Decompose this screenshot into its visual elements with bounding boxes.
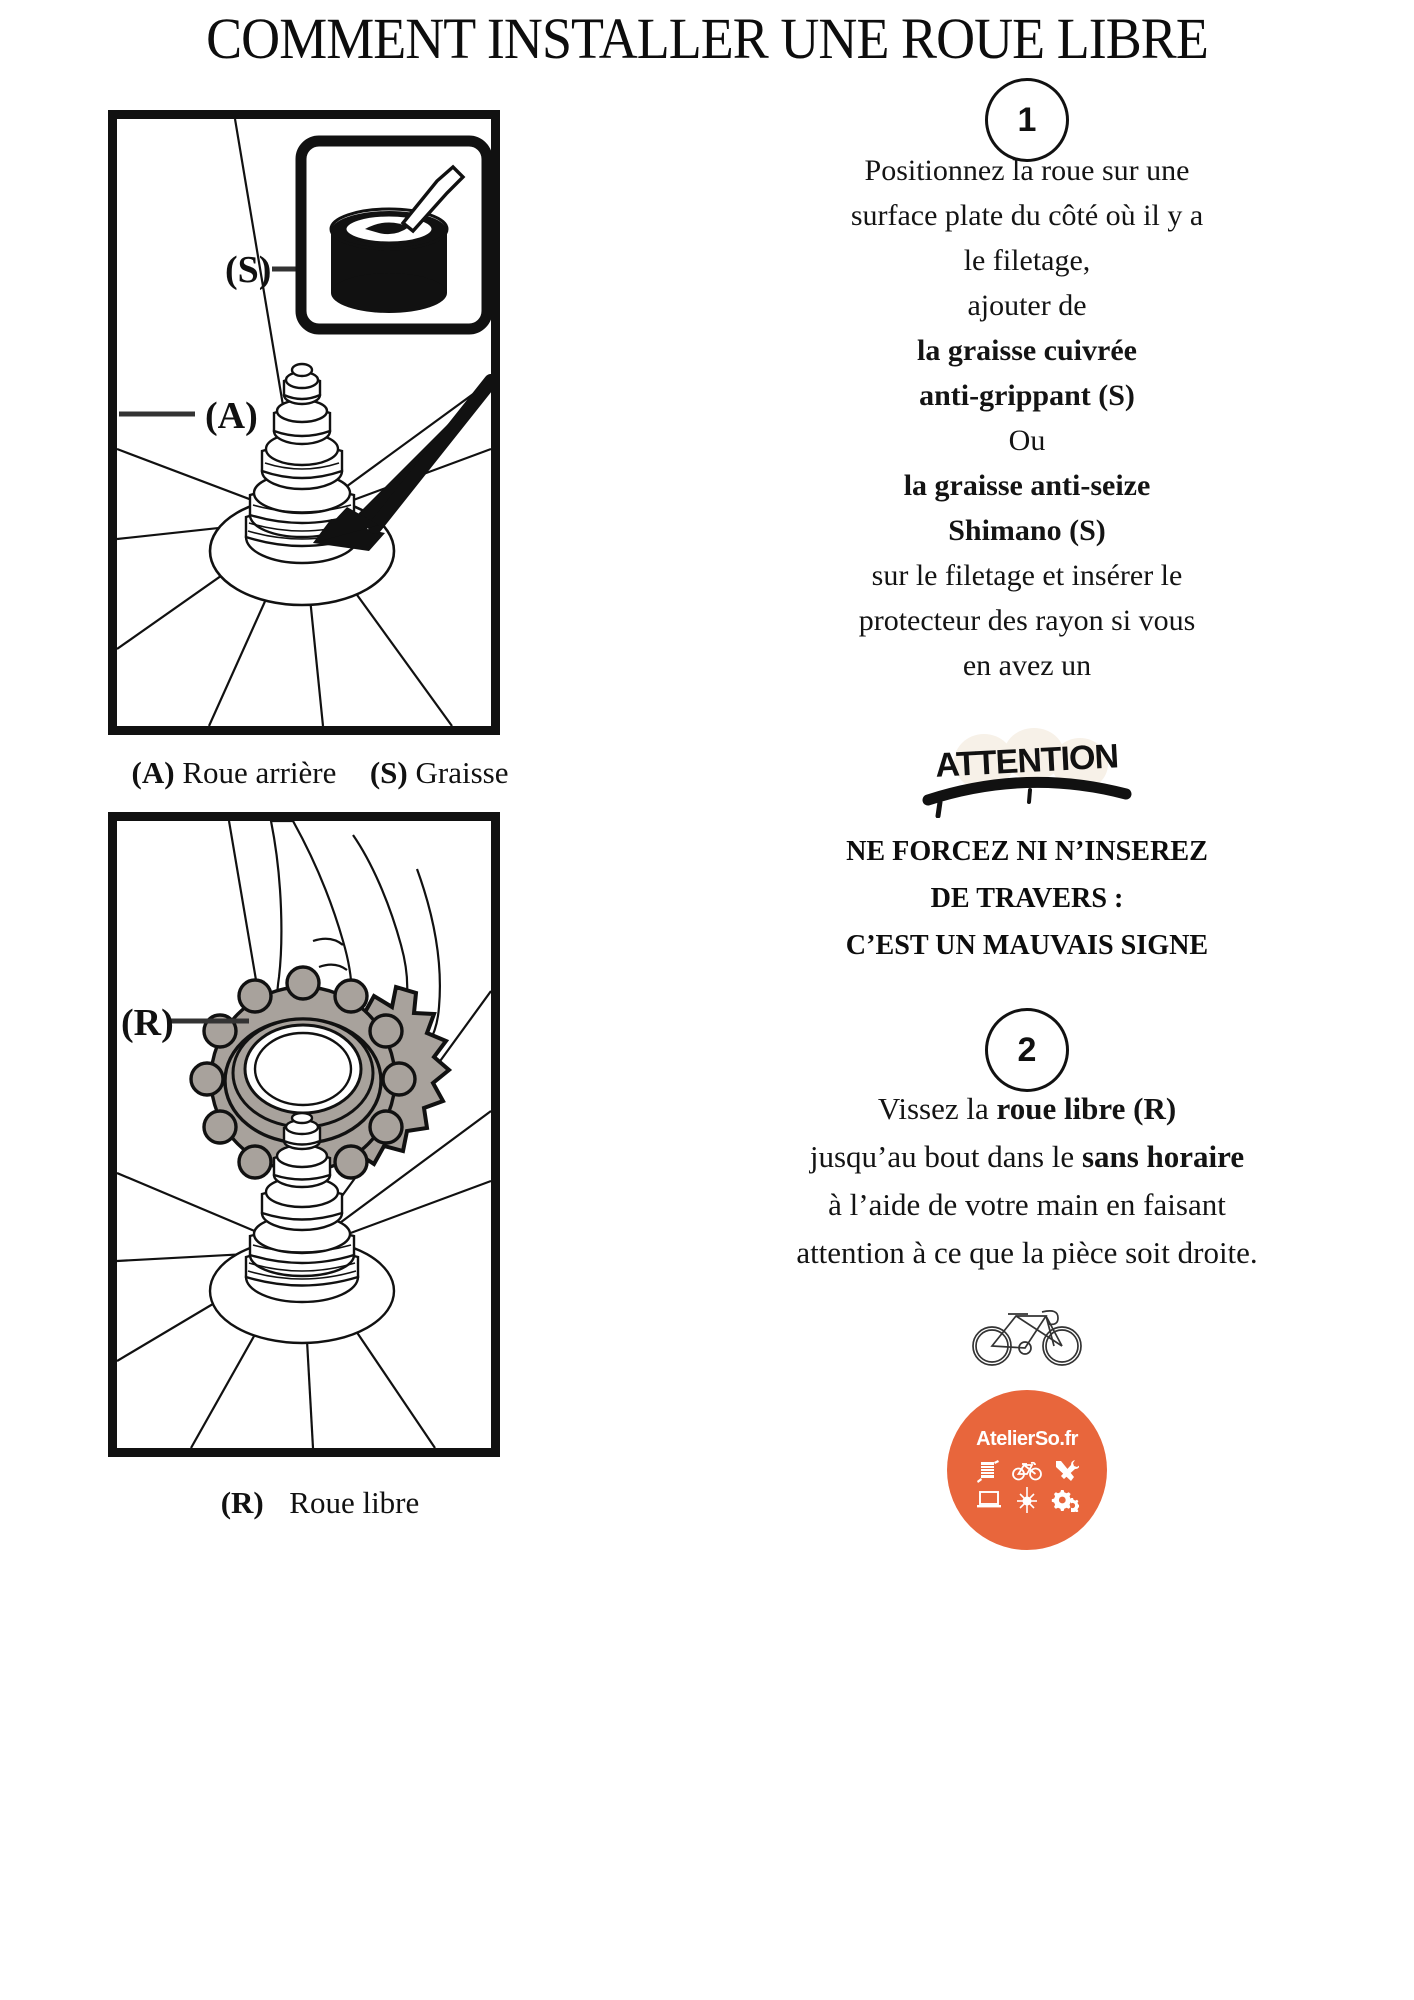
gears-icon <box>1051 1488 1079 1512</box>
step-1-number: 1 <box>1017 100 1037 139</box>
step-1-line-7: la graisse anti-seize <box>903 469 1151 502</box>
step-2-line-1: jusqu’au bout dans le sans horaire <box>809 1139 1245 1174</box>
step-2-text <box>640 1085 1414 1277</box>
laser-icon <box>1014 1487 1040 1513</box>
logo-icon-row-2 <box>975 1487 1079 1513</box>
diagram-column <box>0 100 640 2000</box>
step-1-line-10: protecteur des rayon si vous <box>858 604 1196 637</box>
panel-wheel-with-grease-inset <box>108 110 500 735</box>
label-text-a: Roue arrière <box>182 755 337 790</box>
step-2-number: 2 <box>1017 1030 1037 1069</box>
step-1-line-2: le filetage, <box>963 244 1091 277</box>
step-1-line-5: anti-grippant (S) <box>919 379 1135 412</box>
logo-icon-row-1 <box>975 1458 1079 1484</box>
thread-spool-icon <box>975 1458 1001 1484</box>
step-2-line-2: à l’aide de votre main en faisant <box>828 1187 1226 1222</box>
laptop-icon <box>975 1489 1003 1511</box>
step-1-line-4: la graisse cuivrée <box>917 334 1137 367</box>
step-2-line-0: Vissez la roue libre (R) <box>877 1091 1177 1126</box>
label-key-r: (R) <box>220 1485 264 1520</box>
step-1-line-8: Shimano (S) <box>948 514 1106 547</box>
step-1-line-0: Positionnez la roue sur une <box>864 154 1190 187</box>
step-1-line-6: Ou <box>1008 424 1046 457</box>
page-title: COMMENT INSTALLER UNE ROUE LIBRE <box>206 6 1208 71</box>
warning-text <box>652 828 1403 969</box>
brand-logo[interactable] <box>947 1390 1107 1550</box>
panel-freewheel-installation <box>108 812 500 1457</box>
bicycle-icon <box>640 1300 1414 1373</box>
attention-graffiti-mark <box>640 728 1414 823</box>
step-1-line-9: sur le filetage et insérer le <box>871 559 1183 592</box>
step-2-line-3: attention à ce que la pièce soit droite. <box>796 1235 1258 1270</box>
svg-text:ATTENTION: ATTENTION <box>934 737 1120 785</box>
svg-text:(A): (A) <box>205 395 258 437</box>
step-2-badge <box>985 1008 1069 1092</box>
step-1-text <box>640 148 1414 688</box>
label-text-r: Roue libre <box>289 1485 420 1520</box>
instructions-column <box>640 0 1414 2000</box>
warning-line-0: NE FORCEZ NI N’INSEREZ <box>846 835 1208 867</box>
panel-1-caption <box>0 755 640 791</box>
svg-text:(R): (R) <box>121 1002 174 1044</box>
step-1-line-11: en avez un <box>962 649 1092 682</box>
logo-text: AtelierSo.fr <box>976 1427 1078 1450</box>
label-key-s: (S) <box>369 755 408 790</box>
tools-icon <box>1053 1458 1079 1484</box>
warning-line-1: DE TRAVERS : <box>930 882 1124 914</box>
panel-2-caption <box>0 1485 640 1521</box>
step-1-line-3: ajouter de <box>967 289 1087 322</box>
label-text-s: Graisse <box>415 755 509 790</box>
label-key-a: (A) <box>131 755 175 790</box>
step-1-line-1: surface plate du côté où il y a <box>850 199 1204 232</box>
bicycle-icon <box>1012 1460 1042 1482</box>
warning-line-2: C’EST UN MAUVAIS SIGNE <box>845 929 1209 961</box>
svg-text:(S): (S) <box>225 249 272 291</box>
